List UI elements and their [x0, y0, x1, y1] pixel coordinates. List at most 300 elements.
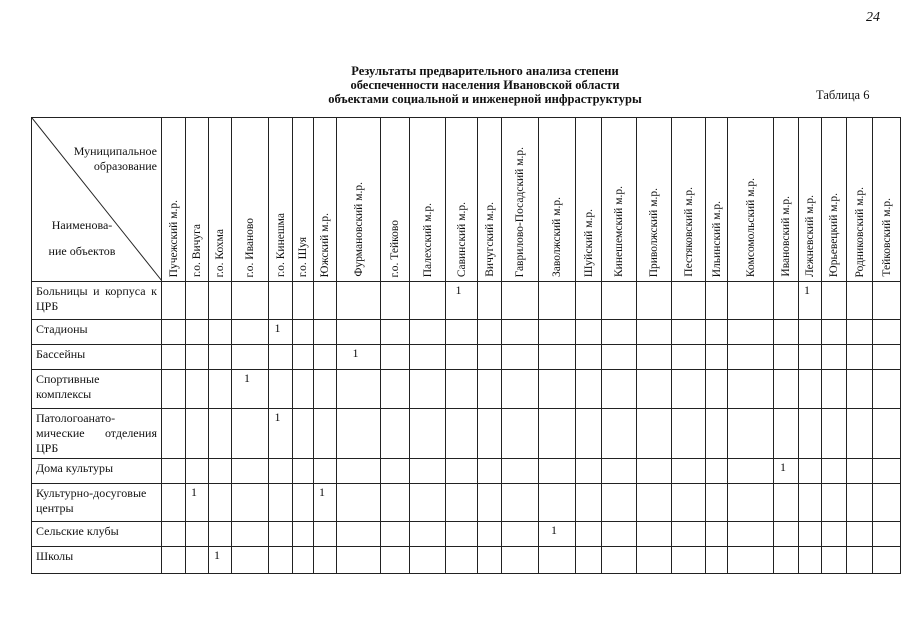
table-cell	[847, 409, 873, 459]
table-cell	[232, 522, 269, 547]
table-cell	[539, 409, 576, 459]
table-cell: 1	[774, 459, 799, 484]
table-cell	[539, 547, 576, 574]
table-cell	[539, 282, 576, 320]
table-cell	[847, 320, 873, 345]
table-cell: 1	[446, 282, 478, 320]
table-cell	[269, 547, 293, 574]
table-cell	[293, 484, 314, 522]
column-header-label: г.о. Иваново	[244, 217, 256, 277]
table-cell	[186, 282, 209, 320]
table-cell	[410, 409, 446, 459]
table-cell	[446, 459, 478, 484]
table-cell	[502, 370, 539, 409]
table-cell	[799, 522, 822, 547]
table-cell	[799, 409, 822, 459]
corner-top-line-1: Муниципальное	[73, 144, 157, 158]
table-cell	[502, 409, 539, 459]
table-cell	[269, 459, 293, 484]
table-cell	[822, 409, 847, 459]
corner-municipality-label	[47, 144, 157, 174]
table-cell	[706, 547, 728, 574]
column-header-label: Ивановский м.р.	[780, 196, 792, 277]
row-label: Стадионы	[32, 320, 162, 345]
table-row	[32, 370, 901, 409]
table-cell	[381, 547, 410, 574]
table-cell	[672, 370, 706, 409]
table-cell	[293, 459, 314, 484]
table-cell	[478, 522, 502, 547]
row-label: Бассейны	[32, 345, 162, 370]
table-cell	[381, 320, 410, 345]
column-header-label: Заволжский м.р.	[551, 197, 563, 277]
table-cell	[774, 547, 799, 574]
table-cell	[269, 370, 293, 409]
column-header	[774, 118, 799, 282]
table-cell	[672, 459, 706, 484]
table-cell	[446, 409, 478, 459]
table-cell	[293, 409, 314, 459]
table-cell: 1	[186, 484, 209, 522]
row-label: Больницы и корпуса к ЦРБ	[32, 282, 162, 320]
table-cell	[446, 320, 478, 345]
table-cell	[478, 409, 502, 459]
table-cell	[728, 370, 774, 409]
table-cell	[314, 345, 337, 370]
table-cell	[186, 370, 209, 409]
table-cell	[847, 459, 873, 484]
table-cell	[602, 459, 637, 484]
column-header	[446, 118, 478, 282]
table-cell	[774, 484, 799, 522]
table-cell	[293, 345, 314, 370]
table-cell	[162, 320, 186, 345]
column-header	[672, 118, 706, 282]
table-cell	[502, 345, 539, 370]
table-cell	[576, 282, 602, 320]
column-header	[209, 118, 232, 282]
table-cell	[706, 484, 728, 522]
table-cell	[381, 484, 410, 522]
table-cell	[706, 320, 728, 345]
table-cell	[478, 484, 502, 522]
table-cell	[502, 320, 539, 345]
table-cell	[672, 320, 706, 345]
table-row	[32, 459, 901, 484]
table-cell	[232, 345, 269, 370]
table-cell	[337, 522, 381, 547]
table-cell	[799, 547, 822, 574]
column-header-label: Родниковский м.р.	[853, 186, 866, 277]
column-header-label: Вичугский м.р.	[483, 202, 496, 277]
table-cell	[602, 320, 637, 345]
table-cell	[706, 459, 728, 484]
table-cell	[873, 484, 901, 522]
table-cell	[539, 484, 576, 522]
table-cell	[446, 522, 478, 547]
column-header	[381, 118, 410, 282]
column-header-label: Гаврилово-Посадский м.р.	[514, 146, 526, 277]
table-cell	[576, 484, 602, 522]
column-header-label: Приволжский м.р.	[648, 187, 660, 277]
column-header-label: Кинешемский м.р.	[613, 186, 625, 277]
table-cell	[822, 345, 847, 370]
column-header-label: Фурмановский м.р.	[352, 182, 365, 277]
table-cell	[799, 459, 822, 484]
table-row	[32, 320, 901, 345]
column-header-label: Шуйский м.р.	[582, 208, 595, 277]
table-cell	[293, 547, 314, 574]
table-cell	[728, 345, 774, 370]
table-cell	[873, 370, 901, 409]
column-header-label: Пучежский м.р.	[167, 199, 180, 277]
column-header-label: Юрьевецкий м.р.	[828, 192, 840, 277]
table-cell	[822, 547, 847, 574]
column-header	[822, 118, 847, 282]
table-cell	[209, 522, 232, 547]
column-header-label: Савинский м.р.	[455, 201, 468, 277]
table-cell	[822, 320, 847, 345]
table-cell	[162, 459, 186, 484]
table-cell	[269, 522, 293, 547]
table-cell	[637, 320, 672, 345]
table-cell	[269, 282, 293, 320]
table-cell	[602, 409, 637, 459]
table-cell	[410, 459, 446, 484]
table-cell	[232, 282, 269, 320]
table-cell	[337, 370, 381, 409]
table-cell	[637, 522, 672, 547]
row-label: Сельские клубы	[32, 522, 162, 547]
table-cell	[873, 345, 901, 370]
row-label: Патологоанато-мические отделения ЦРБ	[32, 409, 162, 459]
table-cell	[162, 409, 186, 459]
table-cell	[446, 547, 478, 574]
table-cell	[337, 459, 381, 484]
table-cell	[637, 547, 672, 574]
table-cell	[774, 409, 799, 459]
table-cell	[847, 282, 873, 320]
column-header	[728, 118, 774, 282]
table-cell	[209, 484, 232, 522]
table-cell	[672, 484, 706, 522]
column-header-label: г.о. Шуя	[297, 236, 309, 277]
table-cell	[232, 547, 269, 574]
table-cell: 1	[269, 320, 293, 345]
table-cell	[478, 282, 502, 320]
table-cell	[186, 459, 209, 484]
table-cell	[728, 282, 774, 320]
column-header-label: Ильинский м.р.	[710, 200, 723, 277]
table-cell	[446, 345, 478, 370]
table-cell	[799, 370, 822, 409]
table-cell	[232, 484, 269, 522]
table-cell	[706, 409, 728, 459]
column-header	[410, 118, 446, 282]
table-cell	[637, 409, 672, 459]
table-cell	[539, 320, 576, 345]
table-cell	[410, 547, 446, 574]
column-header	[873, 118, 901, 282]
table-cell	[232, 459, 269, 484]
table-cell	[706, 345, 728, 370]
table-cell	[381, 522, 410, 547]
table-cell	[637, 345, 672, 370]
column-header-label: Пестяковский м.р.	[682, 187, 695, 277]
table-cell	[314, 282, 337, 320]
title-line-2: обеспеченности населения Ивановской области	[350, 78, 620, 92]
table-cell	[381, 459, 410, 484]
table-cell	[539, 459, 576, 484]
table-cell: 1	[314, 484, 337, 522]
table-row	[32, 282, 901, 320]
table-cell	[502, 459, 539, 484]
table-cell	[637, 459, 672, 484]
table-cell	[410, 345, 446, 370]
table-cell	[822, 370, 847, 409]
table-cell	[209, 370, 232, 409]
table-cell	[186, 547, 209, 574]
table-cell	[381, 282, 410, 320]
table-cell	[232, 409, 269, 459]
table-cell	[847, 345, 873, 370]
table-cell	[728, 320, 774, 345]
table-cell	[232, 320, 269, 345]
table-cell	[314, 320, 337, 345]
column-header-label: Южский м.р.	[319, 212, 331, 277]
table-cell	[576, 547, 602, 574]
table-cell	[728, 522, 774, 547]
table-cell	[576, 320, 602, 345]
table-row	[32, 484, 901, 522]
column-header	[576, 118, 602, 282]
table-cell	[502, 547, 539, 574]
table-cell	[314, 370, 337, 409]
column-header	[847, 118, 873, 282]
table-cell	[774, 370, 799, 409]
table-cell	[186, 522, 209, 547]
column-header	[539, 118, 576, 282]
column-header-label: Палехский м.р.	[421, 202, 434, 277]
table-cell	[672, 409, 706, 459]
table-cell	[381, 345, 410, 370]
corner-bottom-line-1: Наименова-	[51, 218, 113, 232]
row-label: Дома культуры	[32, 459, 162, 484]
table-cell	[822, 282, 847, 320]
column-header	[232, 118, 269, 282]
table-cell	[293, 522, 314, 547]
table-cell	[728, 547, 774, 574]
table-cell	[822, 484, 847, 522]
table-cell	[410, 282, 446, 320]
table-cell	[162, 282, 186, 320]
table-cell	[209, 282, 232, 320]
table-cell	[209, 345, 232, 370]
table-cell	[337, 282, 381, 320]
table-cell	[478, 320, 502, 345]
table-cell	[539, 370, 576, 409]
table-cell	[799, 484, 822, 522]
table-cell: 1	[269, 409, 293, 459]
column-header-label: Лежневский м.р.	[804, 194, 816, 277]
table-cell	[728, 409, 774, 459]
table-cell	[873, 320, 901, 345]
table-cell	[186, 320, 209, 345]
table-cell	[162, 522, 186, 547]
table-cell	[502, 282, 539, 320]
table-cell	[478, 370, 502, 409]
corner-bottom-line-2: ние объектов	[48, 244, 116, 258]
table-cell	[269, 484, 293, 522]
table-cell	[847, 484, 873, 522]
table-cell	[672, 282, 706, 320]
table-cell: 1	[209, 547, 232, 574]
table-cell	[446, 370, 478, 409]
table-cell	[162, 370, 186, 409]
table-cell	[576, 409, 602, 459]
table-cell	[576, 370, 602, 409]
column-header-label: г.о. Вичуга	[191, 224, 203, 277]
table-cell: 1	[799, 282, 822, 320]
table-cell	[873, 282, 901, 320]
column-header	[637, 118, 672, 282]
corner-top-line-2: образование	[93, 159, 157, 173]
table-cell	[847, 522, 873, 547]
column-header	[186, 118, 209, 282]
table-cell	[728, 484, 774, 522]
table-cell	[337, 409, 381, 459]
column-header	[799, 118, 822, 282]
table-cell	[162, 547, 186, 574]
table-cell	[337, 484, 381, 522]
table-cell	[269, 345, 293, 370]
table-cell	[637, 370, 672, 409]
table-cell	[672, 547, 706, 574]
title-line-1: Результаты предварительного анализа степени	[351, 64, 619, 78]
table-cell	[799, 345, 822, 370]
table-cell	[162, 484, 186, 522]
table-cell	[576, 459, 602, 484]
column-header	[314, 118, 337, 282]
table-cell	[314, 459, 337, 484]
column-header	[478, 118, 502, 282]
table-cell	[637, 282, 672, 320]
column-header-label: г.о. Кохма	[214, 228, 226, 277]
table-cell	[209, 459, 232, 484]
table-cell	[186, 409, 209, 459]
table-cell	[410, 522, 446, 547]
table-cell	[502, 484, 539, 522]
table-cell	[728, 459, 774, 484]
table-cell	[706, 370, 728, 409]
table-cell	[478, 459, 502, 484]
table-cell	[873, 409, 901, 459]
table-row	[32, 547, 901, 574]
table-cell	[410, 370, 446, 409]
table-cell	[637, 484, 672, 522]
table-cell	[502, 522, 539, 547]
table-cell	[799, 320, 822, 345]
table-row	[32, 409, 901, 459]
table-cell	[602, 547, 637, 574]
row-label: Культурно-досуговые центры	[32, 484, 162, 522]
table-cell	[446, 484, 478, 522]
column-header	[162, 118, 186, 282]
table-cell	[774, 320, 799, 345]
column-header-label: Тейковский м.р.	[880, 198, 893, 277]
table-cell	[293, 282, 314, 320]
corner-header-cell	[32, 118, 162, 282]
table-cell: 1	[539, 522, 576, 547]
table-cell	[209, 409, 232, 459]
table-cell	[822, 459, 847, 484]
table-header-row	[32, 118, 901, 282]
table-cell	[873, 547, 901, 574]
column-header	[602, 118, 637, 282]
table-cell	[774, 345, 799, 370]
column-header	[502, 118, 539, 282]
table-cell	[706, 522, 728, 547]
table-cell	[478, 345, 502, 370]
table-cell	[410, 320, 446, 345]
table-cell	[314, 409, 337, 459]
column-header-label: Комсомольский м.р.	[744, 177, 757, 277]
table-row	[32, 345, 901, 370]
row-label: Спортивные комплексы	[32, 370, 162, 409]
table-cell	[873, 522, 901, 547]
table-cell	[602, 282, 637, 320]
table-cell	[314, 547, 337, 574]
table-cell	[822, 522, 847, 547]
table-cell	[576, 345, 602, 370]
table-cell	[602, 370, 637, 409]
table-cell	[672, 522, 706, 547]
column-header	[337, 118, 381, 282]
table-cell	[186, 345, 209, 370]
table-cell	[602, 522, 637, 547]
table-cell	[672, 345, 706, 370]
table-cell	[602, 345, 637, 370]
table-cell	[774, 522, 799, 547]
table-cell	[293, 370, 314, 409]
table-cell: 1	[337, 345, 381, 370]
table-cell	[873, 459, 901, 484]
analysis-table	[31, 117, 901, 574]
column-header-label: г.о. Тейково	[389, 219, 401, 277]
table-cell	[381, 370, 410, 409]
table-cell	[162, 345, 186, 370]
column-header	[269, 118, 293, 282]
table-cell	[209, 320, 232, 345]
row-label: Школы	[32, 547, 162, 574]
document-title	[250, 64, 720, 106]
table-row	[32, 522, 901, 547]
table-cell	[706, 282, 728, 320]
table-cell	[337, 547, 381, 574]
table-label: Таблица 6	[816, 88, 870, 102]
table-cell	[576, 522, 602, 547]
table-cell	[847, 370, 873, 409]
column-header	[706, 118, 728, 282]
corner-objects-label	[37, 212, 127, 264]
table-cell: 1	[232, 370, 269, 409]
column-header-label: г.о. Кинешма	[274, 212, 287, 277]
table-cell	[314, 522, 337, 547]
table-cell	[478, 547, 502, 574]
table-cell	[293, 320, 314, 345]
table-cell	[381, 409, 410, 459]
column-header	[293, 118, 314, 282]
